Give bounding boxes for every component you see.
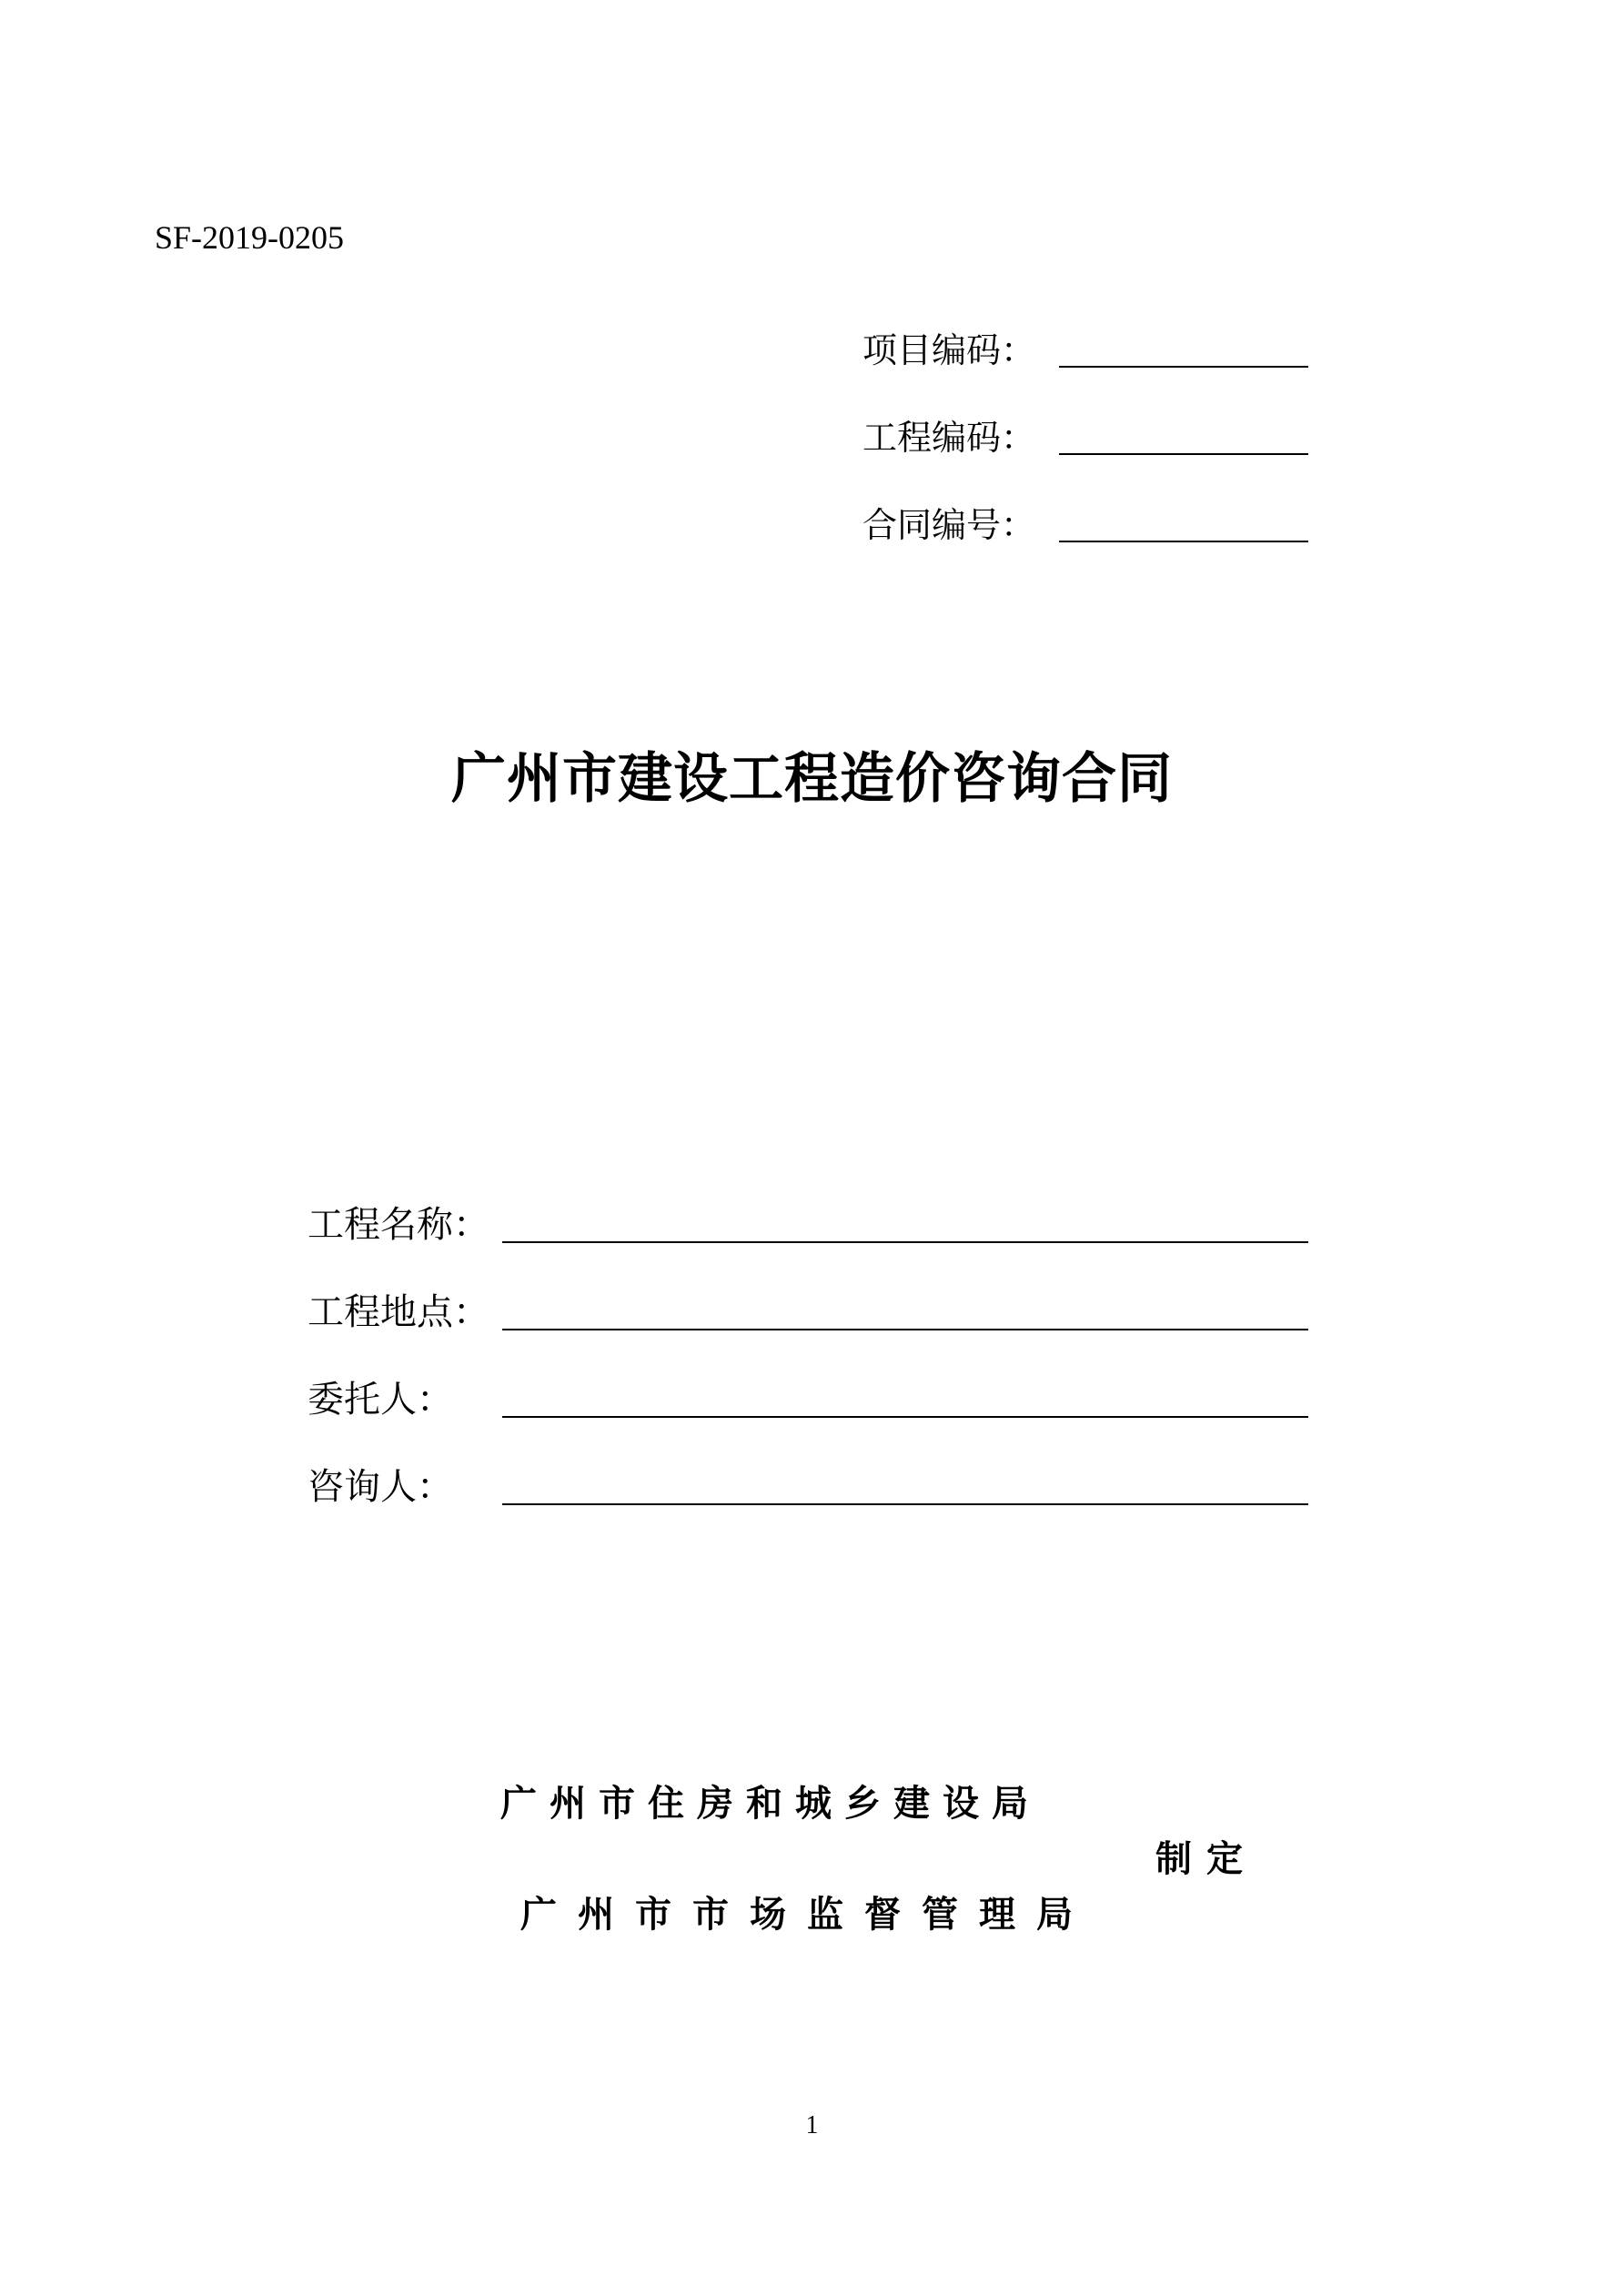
document-title: 广州市建设工程造价咨询合同: [451, 747, 1173, 811]
client-blank-line: [502, 1416, 1308, 1418]
consultant-label: 咨询人：: [308, 1466, 453, 1508]
client-label: 委托人：: [308, 1379, 453, 1421]
client-field: [308, 1363, 1308, 1421]
project-name-label: 工程名称：: [308, 1204, 489, 1246]
issuer-market-bureau: 广州市市场监督管理局: [520, 1894, 1094, 1936]
engineering-code-blank-line: [1059, 453, 1308, 455]
contract-number-field: [862, 491, 1308, 545]
contract-number-label: 合同编号：: [862, 505, 1036, 545]
consultant-blank-line: [502, 1503, 1308, 1505]
project-code-blank-line: [1059, 366, 1308, 368]
consultant-field: [308, 1451, 1308, 1508]
project-name-field: [308, 1188, 1308, 1246]
issuer-housing-bureau: 广州市住房和城乡建设局: [500, 1783, 1041, 1825]
engineering-code-label: 工程编码：: [862, 418, 1036, 458]
project-location-field: [308, 1276, 1308, 1333]
enacted-label: 制定: [1155, 1838, 1257, 1880]
engineering-code-field: [862, 404, 1308, 458]
page-number: 1: [805, 2111, 819, 2139]
project-location-label: 工程地点：: [308, 1291, 489, 1333]
project-code-label: 项目编码：: [862, 330, 1036, 370]
project-location-blank-line: [502, 1329, 1308, 1330]
project-code-field: [862, 317, 1308, 368]
project-name-blank-line: [502, 1241, 1308, 1243]
contract-number-blank-line: [1059, 541, 1308, 542]
document-code: SF-2019-0205: [155, 219, 345, 256]
